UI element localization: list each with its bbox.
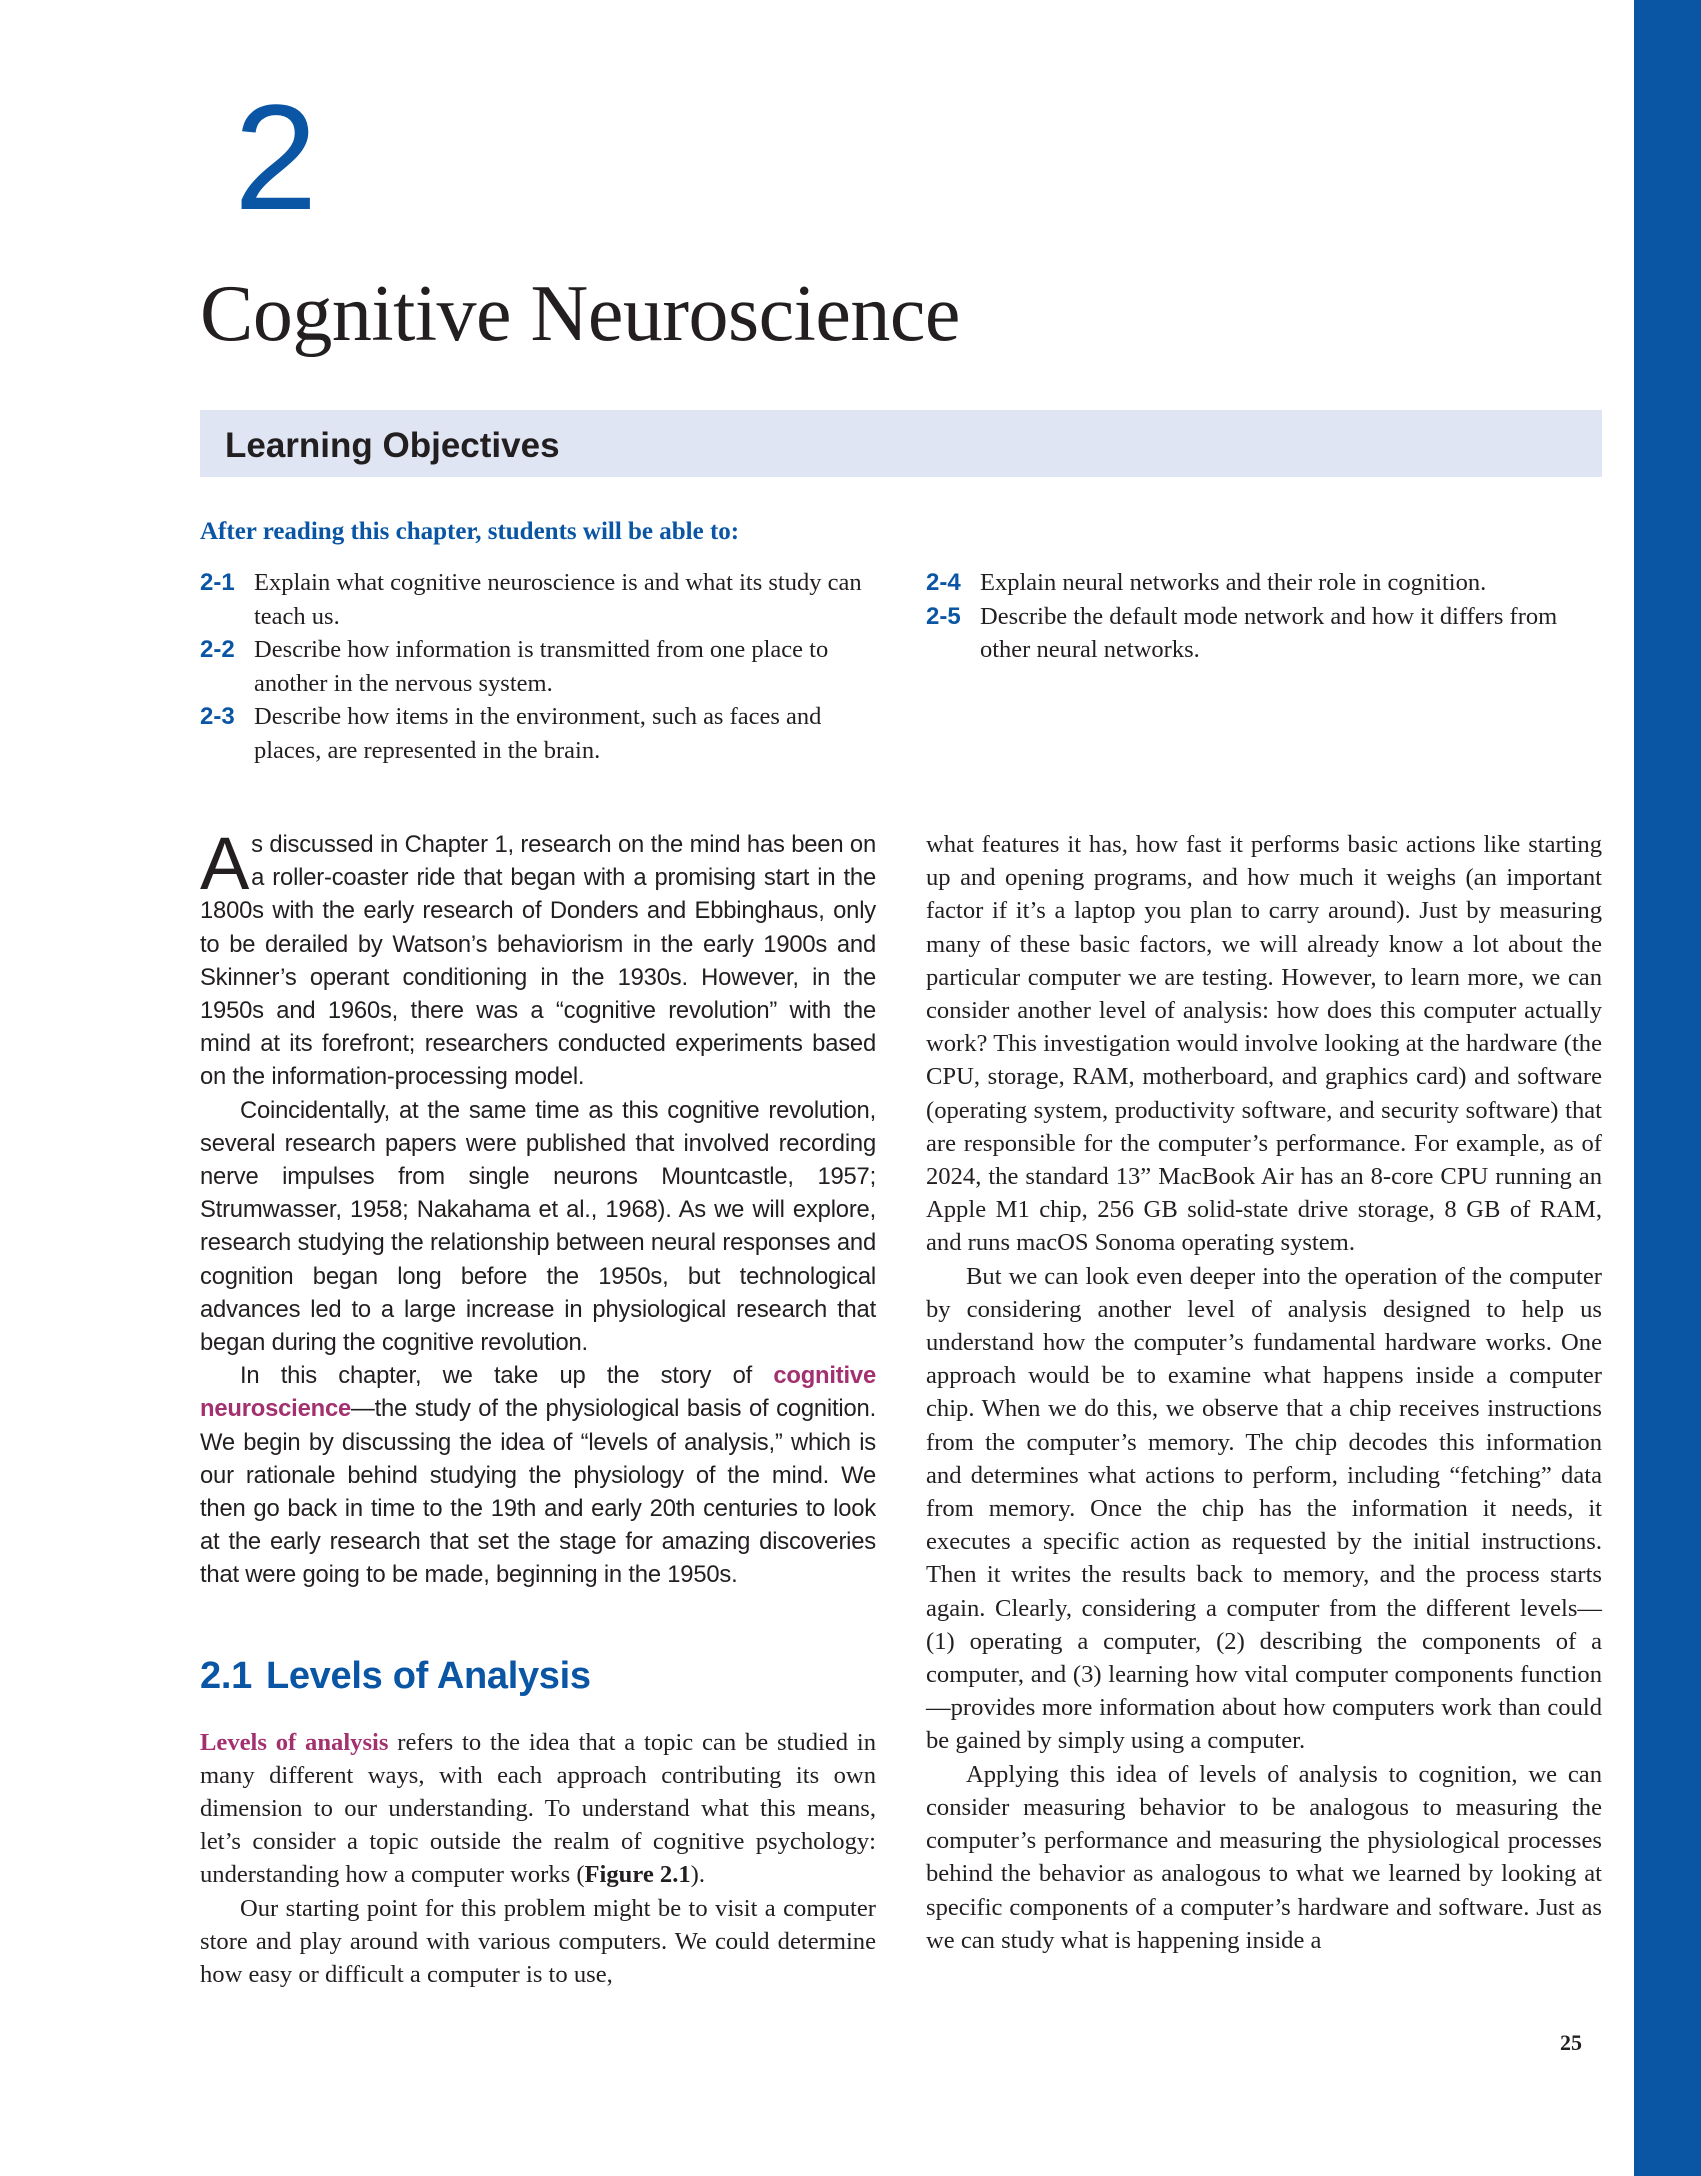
objective-text: Describe how items in the environment, such as faces and places, are represented in the brain. [254,703,822,764]
page-number: 25 [1560,2030,1582,2055]
objective-number: 2-5 [926,602,961,630]
chapter-number: 2 [234,73,318,241]
section-heading [200,1654,876,1698]
learning-objective [200,633,890,700]
body-paragraph: Coincidentally, at the same time as this cognitive revolution, several research papers were published that involved recording nerve impulses from single neurons Mountcastle, 1957; Strumwasser, 1958; Nakahama et al., 1968). As we will explore, research studying the relationship between neural responses and cognition began long before the 1950s, but technological advances led to a large increase in physiological research that began during the cognitive revolution. [200,1096,876,1357]
learning-objective [200,566,890,633]
body-paragraph [200,1726,876,1892]
learning-objective [200,700,890,767]
objective-text: Describe the default mode network and how it differs from other neural networks. [980,602,1558,663]
learning-objectives-intro: After reading this chapter, students will be able to: [200,518,740,545]
objective-number: 2-3 [200,703,235,730]
paragraph-text: —the study of the physiological basis of cognition. We begin by discussing the idea of “levels of analysis,” which is our rationale behind studying the physiology of the mind. We then go back in time to the 19th and early 20th centuries to look at the early research that set the stage for amazing discoveries that were going to be made, beginning in the 1950s. [200,1395,876,1589]
page-edge-bar [1634,0,1701,2176]
intro-paragraph-text: s discussed in Chapter 1, research on the mind has been on a roller-coaster ride that began with a promising start in the 1800s with the early research of Donders and Ebbinghaus, only to be derailed by Watson’s behaviorism in the early 1900s and Skinner’s operant conditioning in the 1930s. However, in the 1950s and 1960s, there was a “cognitive revolution” with the mind at its forefront; researchers conducted experiments based on the information-processing model. [200,831,876,1091]
objective-text: Explain neural networks and their role in cognition. [980,569,1487,596]
body-paragraph: what features it has, how fast it performs basic actions like starting up and opening programs, and how much it weighs (an important factor if it’s a laptop you plan to carry around). Just by measuring many of these basic factors, we will already know a lot about the particular computer we are testing. However, to learn more, we can consider another level of analysis: how does this computer actually work? This investigation would involve looking at the hardware (the CPU, storage, RAM, motherboard, and graphics card) and software (operating system, productivity software, and security software) that are responsible for the computer’s performance. For example, as of 2024, the standard 13” MacBook Air has an 8-core CPU running an Apple M1 chip, 256 GB solid-state drive storage, 8 GB of RAM, and runs macOS Sonoma operating system. [926,831,1602,1257]
section-title: Levels of Analysis [265,1654,591,1697]
body-column-right [926,828,1602,1957]
objective-number: 2-2 [200,636,235,663]
objective-number: 2-4 [926,569,961,596]
learning-objectives-list-left [200,566,890,767]
figure-reference: Figure 2.1 [584,1861,691,1889]
body-paragraph: But we can look even deeper into the operation of the computer by considering another level of analysis designed to help us understand how the computer’s fundamental hardware works. One approach would be to examine what happens inside a computer chip. When we do this, we observe that a chip receives instructions from the computer’s memory. The chip decodes this information and determines what actions to perform, including “fetching” data from memory. Once the chip has the information it needs, it executes a specific action as requested by the initial instructions. Then it writes the results back to memory, and the process starts again. Clearly, considering a computer from the different levels— (1) operating a computer, (2) describing the components of a computer, and (3) learning how vital computer components function—provides more information about how computers work than could be gained by simply using a computer. [926,1262,1602,1755]
learning-objective [926,600,1606,667]
intro-paragraph [200,822,876,1094]
learning-objectives-heading: Learning Objectives [225,426,560,465]
learning-objectives-list-right [926,566,1606,667]
learning-objectives-header [200,410,1602,477]
key-term-cognitive-neuroscience: cognitive neuroscience [200,1362,876,1423]
body-column-left [200,822,876,1991]
drop-cap: A [200,822,250,905]
objective-text: Explain what cognitive neuroscience is and what its study can teach us. [254,569,862,630]
paragraph-text: In this chapter, we take up the story of [240,1362,774,1390]
chapter-title: Cognitive Neuroscience [200,270,960,358]
learning-objective [926,566,1606,600]
key-term-levels-of-analysis: Levels of analysis [200,1728,389,1756]
paragraph-text: refers to the idea that a topic can be studied in many different ways, with each approach contributing its own dimension to our understanding. To understand what this means, let’s consider a topic outside the realm of cognitive psychology: understanding how a computer works ( [200,1728,876,1889]
objective-number: 2-1 [200,569,235,596]
section-number: 2.1 [200,1654,252,1697]
body-paragraph: Applying this idea of levels of analysis to cognition, we can consider measuring behavior to be analogous to measuring the computer’s performance and measuring the physiological processes behind the behavior as analogous to what we learned by looking at specific components of a computer’s hardware and software. Just as we can study what is happening inside a [926,1760,1602,1954]
paragraph-text: ). [690,1861,705,1889]
body-paragraph: Our starting point for this problem might be to visit a computer store and play around with various computers. We could determine how easy or difficult a computer is to use, [200,1894,876,1989]
body-paragraph [200,1359,876,1591]
objective-text: Describe how information is transmitted from one place to another in the nervous system. [254,636,829,697]
